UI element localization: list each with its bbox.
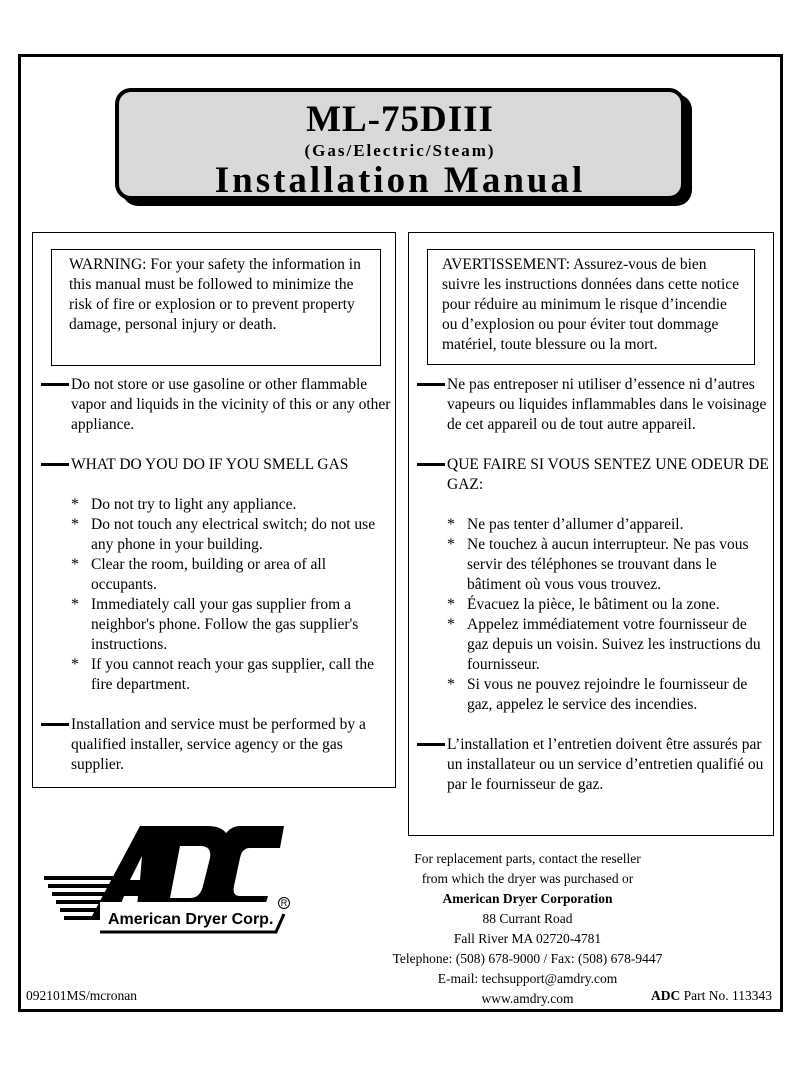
list-item: * Appelez immédiatement votre fournisseur de gaz depuis un voisin. Suivez les instructions du fournisseur.: [447, 616, 761, 673]
contact-street: 88 Currant Road: [482, 911, 573, 926]
list-item: * Do not touch any electrical switch; do not use any phone in your building.: [71, 516, 376, 553]
title-box: [115, 88, 685, 200]
contact-info: [380, 849, 675, 1009]
dash-marker: [41, 723, 69, 726]
list-item: * If you cannot reach your gas supplier, call the fire department.: [71, 656, 375, 693]
part-number-value: Part No. 113343: [683, 988, 772, 1003]
french-warning-box: [427, 249, 755, 365]
manual-title: Installation Manual: [214, 160, 586, 201]
contact-line-1: For replacement parts, contact the reseller: [414, 851, 641, 866]
english-gas-heading: WHAT DO YOU DO IF YOU SMELL GAS: [41, 455, 391, 475]
part-number: [651, 988, 772, 1004]
dash-marker: [417, 463, 445, 466]
list-item: * Do not try to light any appliance.: [71, 496, 297, 513]
english-gas-steps: [41, 495, 391, 695]
english-warning-text: WARNING: For your safety the information in this manual must be followed to minimize the risk of fire or explosion or to prevent property damage, personal injury or death.: [69, 256, 361, 333]
list-item: * Clear the room, building or area of all occupants.: [71, 556, 327, 593]
dash-marker: [417, 743, 445, 746]
english-body: [41, 375, 391, 795]
french-warning-text: AVERTISSEMENT: Assurez-vous de bien suivre les instructions données dans cette notice pour réduire au minimum le risque d’incendie ou d’explosion ou pour éviter tout dommage matériel, toute blessure ou la mort.: [442, 256, 740, 353]
fuel-subtitle: (Gas/Electric/Steam): [304, 141, 496, 160]
logo-company-text: American Dryer Corp.: [108, 911, 274, 928]
dash-marker: [41, 463, 69, 466]
french-body: [417, 375, 769, 815]
list-item: * Si vous ne pouvez rejoindre le fournisseur de gaz, appelez le service des incendies.: [447, 676, 748, 713]
part-number-brand: ADC: [651, 988, 681, 1003]
dash-marker: [417, 383, 445, 386]
dash-marker: [41, 383, 69, 386]
french-column: [408, 232, 774, 836]
french-gas-heading: QUE FAIRE SI VOUS SENTEZ UNE ODEUR DE GAZ:: [417, 455, 769, 495]
contact-email[interactable]: E-mail: techsupport@amdry.com: [437, 971, 618, 986]
list-item: * Évacuez la pièce, le bâtiment ou la zone.: [447, 596, 720, 613]
contact-phone: Telephone: (508) 678-9000 / Fax: (508) 678-9447: [392, 951, 663, 966]
french-para-installation: L’installation et l’entretien doivent être assurés par un installateur ou un service d’entretien qualifié ou par le fournisseur de gaz.: [417, 735, 769, 795]
english-para-storage: Do not store or use gasoline or other flammable vapor and liquids in the vicinity of this or any other appliance.: [41, 375, 391, 435]
contact-line-2: from which the dryer was purchased or: [421, 871, 634, 886]
english-warning-box: [51, 249, 381, 366]
model-title: ML-75DIII: [306, 99, 494, 140]
contact-company: American Dryer Corporation: [442, 891, 613, 906]
contact-city: Fall River MA 02720-4781: [453, 931, 602, 946]
french-para-storage: Ne pas entreposer ni utiliser d’essence ni d’autres vapeurs ou liquides inflammables dans le voisinage de cet appareil ou de tout autre appareil.: [417, 375, 769, 435]
list-item: * Ne touchez à aucun interrupteur. Ne pas vous servir des téléphones se trouvant dans le bâtiment où vous vous trouvez.: [447, 536, 749, 593]
french-gas-steps: [417, 515, 769, 715]
document-code: 092101MS/mcronan: [26, 988, 137, 1003]
english-para-installation: Installation and service must be performed by a qualified installer, service agency or the gas supplier.: [41, 715, 391, 775]
list-item: * Ne pas tenter d’allumer d’appareil.: [447, 516, 684, 533]
adc-logo: [40, 820, 290, 940]
registered-mark: R: [278, 897, 290, 909]
contact-website[interactable]: www.amdry.com: [481, 991, 574, 1006]
list-item: * Immediately call your gas supplier from a neighbor's phone. Follow the gas supplier's instructions.: [71, 596, 359, 653]
english-column: [32, 232, 396, 788]
